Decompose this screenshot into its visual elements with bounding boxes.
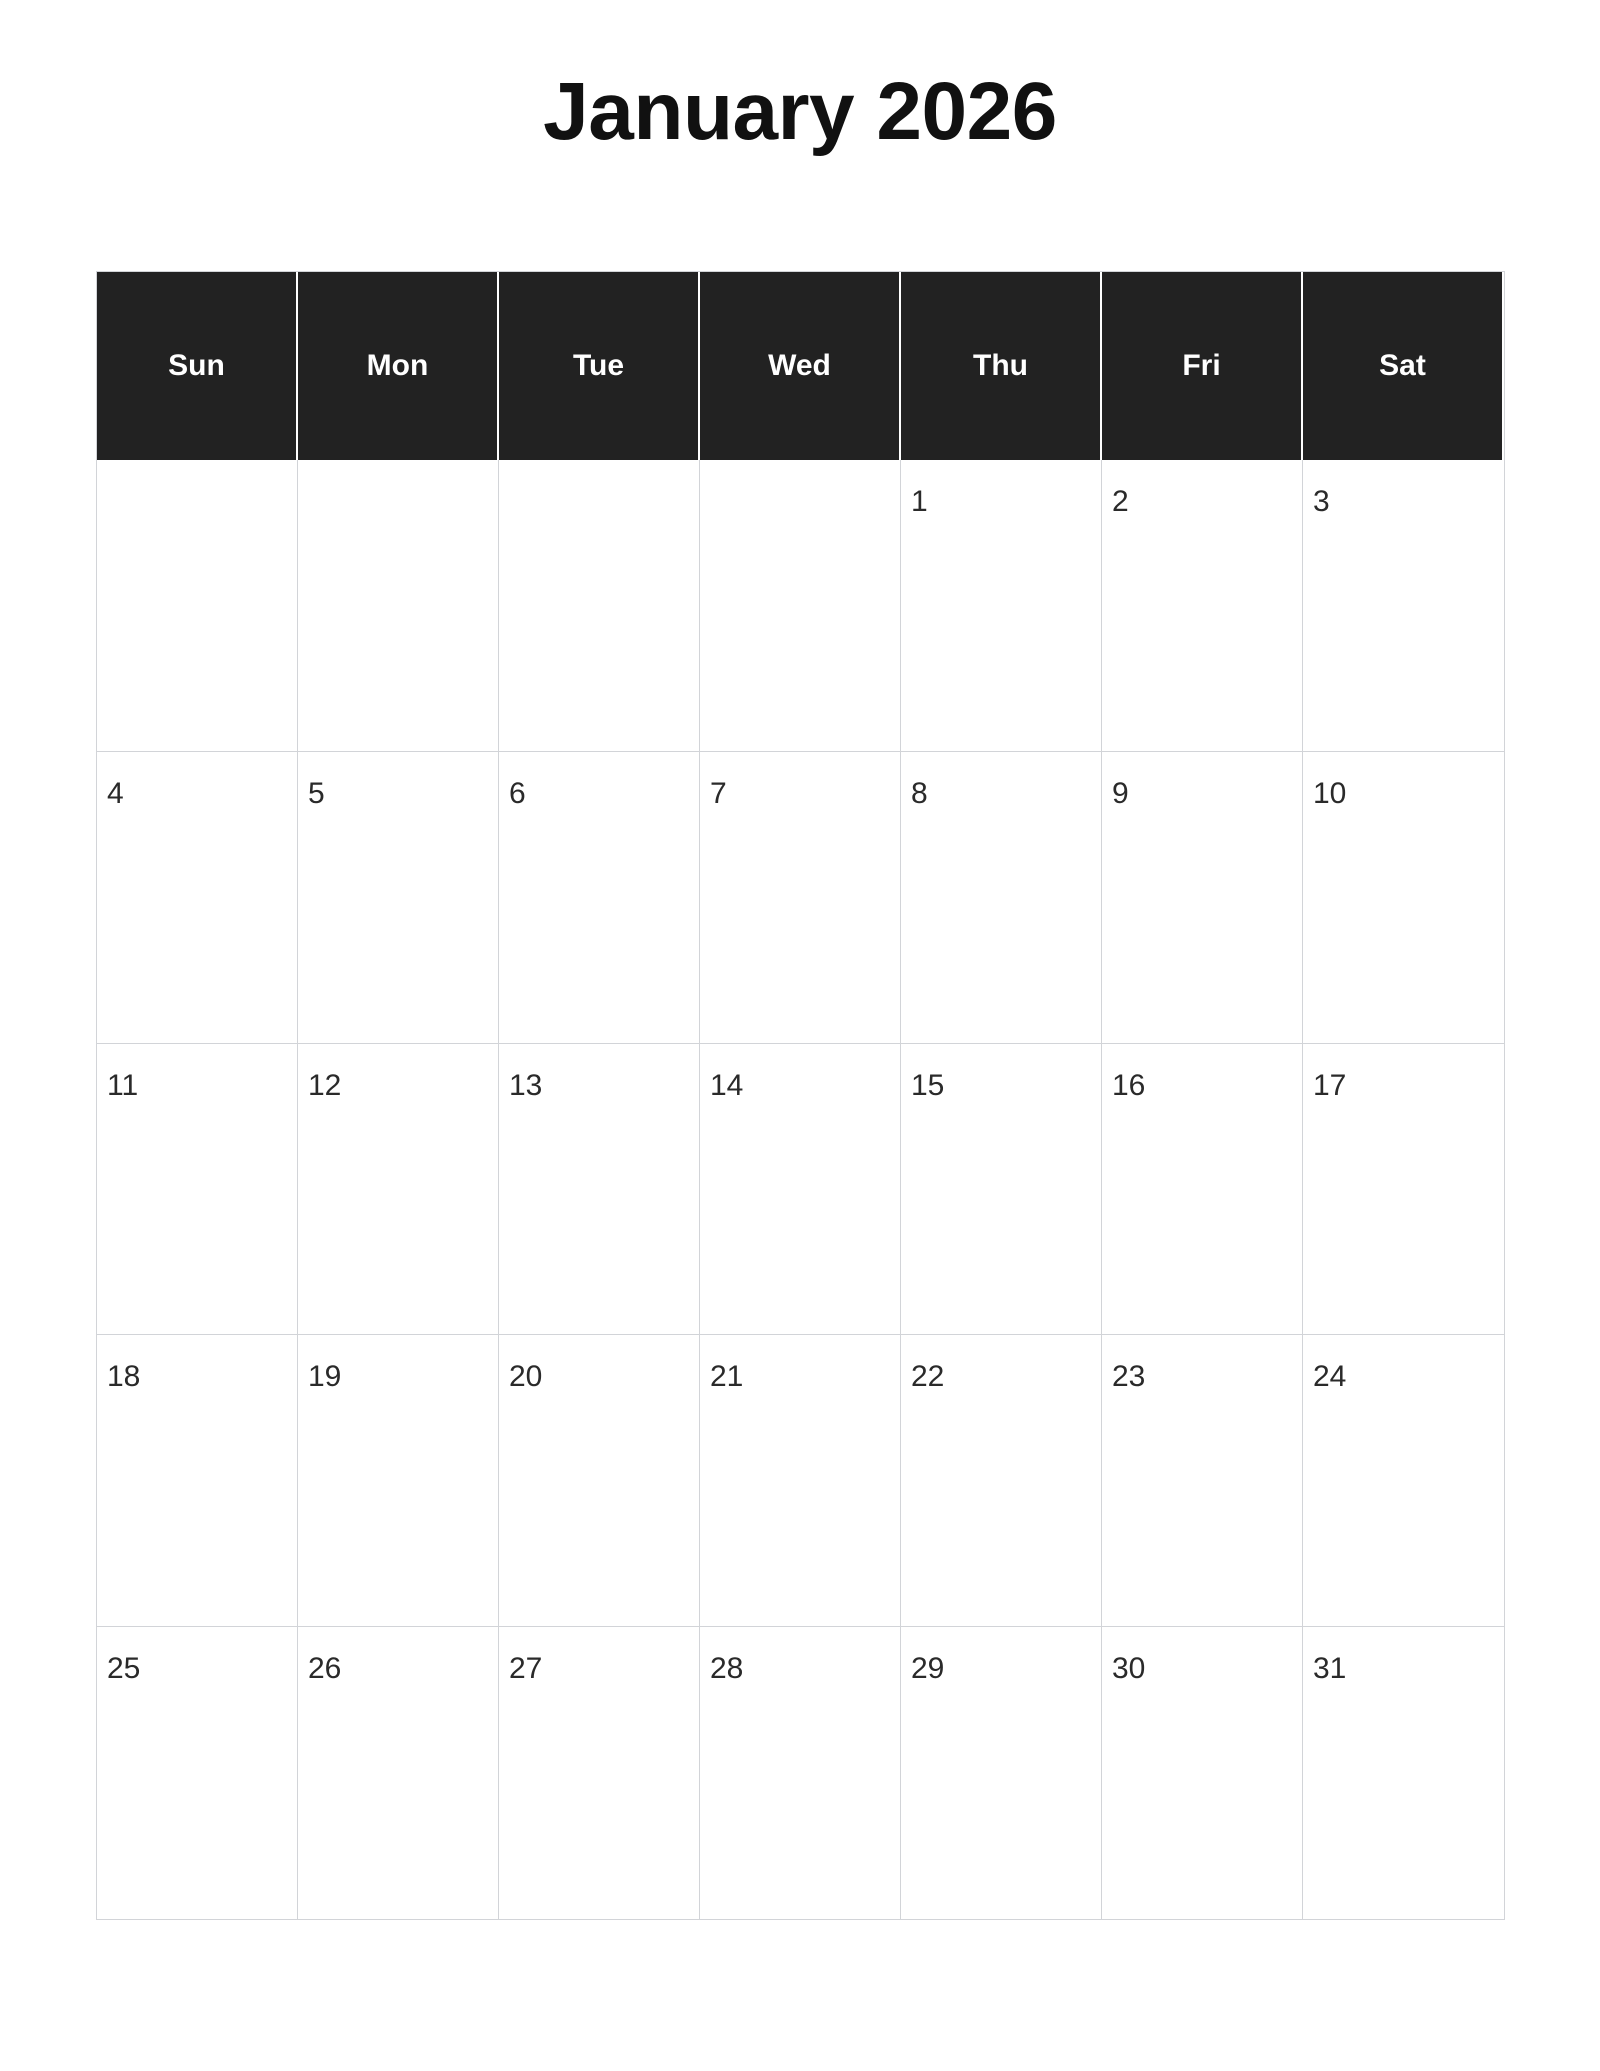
day-cell xyxy=(700,1627,901,1919)
day-number: 3 xyxy=(1313,485,1330,518)
day-number: 13 xyxy=(509,1068,543,1102)
day-number: 4 xyxy=(107,776,124,810)
day-number: 26 xyxy=(308,1652,342,1686)
day-number: 21 xyxy=(710,1360,744,1394)
weekday-header-fri: Fri xyxy=(1102,272,1303,460)
day-cell xyxy=(97,1335,298,1627)
weekday-header-tue: Tue xyxy=(499,272,700,460)
day-number: 17 xyxy=(1313,1068,1347,1102)
day-cell xyxy=(700,752,901,1044)
day-number: 9 xyxy=(1112,776,1129,810)
day-cell xyxy=(1303,1627,1504,1919)
day-cell xyxy=(1102,1627,1303,1919)
day-cell xyxy=(901,460,1102,752)
day-number: 11 xyxy=(107,1068,139,1102)
day-cell xyxy=(499,1044,700,1336)
day-number: 30 xyxy=(1112,1652,1146,1686)
day-cell xyxy=(298,1335,499,1627)
weekday-header-mon: Mon xyxy=(298,272,499,460)
day-cell xyxy=(1102,1044,1303,1336)
day-cell xyxy=(1102,752,1303,1044)
day-number: 23 xyxy=(1112,1360,1146,1394)
day-cell xyxy=(1303,1335,1504,1627)
day-cell xyxy=(1303,1044,1504,1336)
day-number: 15 xyxy=(911,1068,945,1102)
day-cell xyxy=(901,1044,1102,1336)
day-number: 19 xyxy=(308,1360,342,1394)
day-cell xyxy=(700,1335,901,1627)
day-number: 8 xyxy=(911,776,928,810)
day-number: 29 xyxy=(911,1652,945,1686)
day-cell xyxy=(298,1627,499,1919)
day-cell xyxy=(97,460,298,752)
day-cell xyxy=(901,1335,1102,1627)
day-number: 6 xyxy=(509,776,526,810)
day-cell xyxy=(499,1627,700,1919)
day-number: 1 xyxy=(911,485,928,518)
day-cell xyxy=(1102,460,1303,752)
day-cell xyxy=(97,1044,298,1336)
day-number: 20 xyxy=(509,1360,543,1394)
day-number: 12 xyxy=(308,1068,342,1102)
day-number: 7 xyxy=(710,776,727,810)
day-cell xyxy=(97,1627,298,1919)
day-cell xyxy=(901,1627,1102,1919)
day-cell xyxy=(298,1044,499,1336)
weekday-header-sun: Sun xyxy=(97,272,298,460)
day-cell xyxy=(298,460,499,752)
day-number: 28 xyxy=(710,1652,744,1686)
day-number: 14 xyxy=(710,1068,744,1102)
day-number: 18 xyxy=(107,1360,141,1394)
day-number: 2 xyxy=(1112,485,1129,518)
page-title: January 2026 xyxy=(543,66,1057,157)
day-number: 22 xyxy=(911,1360,945,1394)
day-number: 16 xyxy=(1112,1068,1146,1102)
day-cell xyxy=(97,752,298,1044)
day-cell xyxy=(298,752,499,1044)
calendar-grid xyxy=(96,271,1505,1920)
day-cell xyxy=(1303,752,1504,1044)
day-number: 31 xyxy=(1313,1652,1347,1686)
day-cell xyxy=(499,1335,700,1627)
weekday-header-thu: Thu xyxy=(901,272,1102,460)
weekday-header-wed: Wed xyxy=(700,272,901,460)
day-number: 10 xyxy=(1313,776,1347,810)
day-cell xyxy=(499,460,700,752)
day-cell xyxy=(1102,1335,1303,1627)
day-cell xyxy=(901,752,1102,1044)
weekday-header-sat: Sat xyxy=(1303,272,1504,460)
day-cell xyxy=(700,1044,901,1336)
day-number: 5 xyxy=(308,776,325,810)
day-cell xyxy=(499,752,700,1044)
day-cell xyxy=(700,460,901,752)
day-cell xyxy=(1303,460,1504,752)
day-number: 24 xyxy=(1313,1360,1347,1394)
day-number: 25 xyxy=(107,1652,141,1686)
day-number: 27 xyxy=(509,1652,543,1686)
